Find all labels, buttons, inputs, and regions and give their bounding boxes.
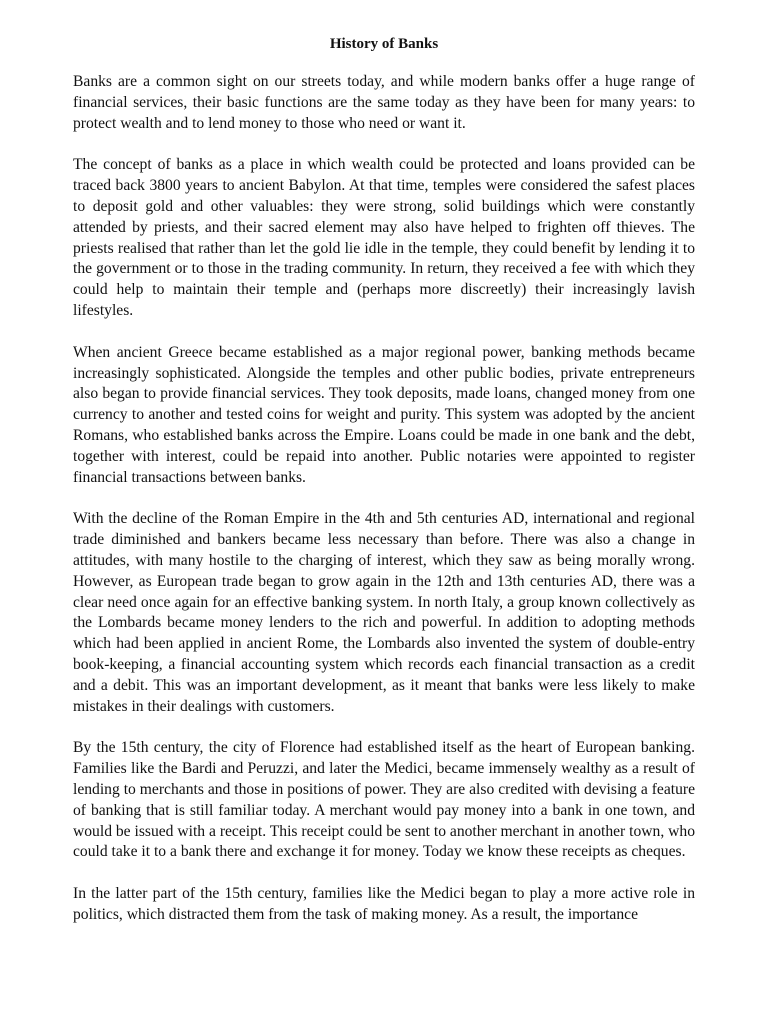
paragraph: When ancient Greece became established as a major regional power, banking methods became increasingly sophisticated. Alongside the temples and other public bodies, private entrepreneurs also began to provide financial services. They took deposits, made loans, changed money from one currency to another and tested coins for weight and purity. This system was adopted by the ancient Romans, who established banks across the Empire. Loans could be made in one bank and the debt, together with interest, could be repaid into another. Public notaries were appointed to register financial transactions between banks. [73,343,695,486]
paragraph: By the 15th century, the city of Florence had established itself as the heart of European banking. Families like the Bardi and Peruzzi, and later the Medici, became immensely wealthy as a result of lending to merchants and those in positions of power. They are also credited with devising a feature of banking that is still familiar today. A merchant would pay money into a bank in one town, and would be issued with a receipt. This receipt could be sent to another merchant in another town, who could take it to a bank there and exchange it for money. Today we know these receipts as cheques. [73,739,695,861]
paragraph: The concept of banks as a place in which wealth could be protected and loans provided can be traced back 3800 years to ancient Babylon. At that time, temples were considered the safest places to deposit gold and other valuables: they were strong, solid buildings which were constantly attended by priests, and their sacred element may also have helped to frighten off thieves. The priests realised that rather than let the gold lie idle in the temple, they could benefit by lending it to the government or to those in the trading community. In return, they received a fee with which they could help to maintain their temple and (perhaps more discreetly) their increasingly lavish lifestyles. [73,156,695,319]
paragraph: Banks are a common sight on our streets today, and while modern banks offer a huge range of financial services, their basic functions are the same today as they have been for many years: to protect wealth and to lend money to those who need or want it. [73,73,695,132]
document-body [73,72,695,947]
page-title: History of Banks [329,36,439,52]
paragraph: With the decline of the Roman Empire in the 4th and 5th centuries AD, international and regional trade diminished and bankers became less necessary than before. There was also a change in attitudes, with many hostile to the charging of interest, which they saw as being morally wrong. However, as European trade began to grow again in the 12th and 13th centuries AD, there was a clear need once again for an effective banking system. In north Italy, a group known collectively as the Lombards became money lenders to the rich and powerful. In addition to adopting methods which had been applied in ancient Rome, the Lombards also invented the system of double-entry book-keeping, a financial accounting system which records each financial transaction as a credit and a debit. This was an important development, as it meant that banks were less likely to make mistakes in their dealings with customers. [73,510,695,715]
paragraph: In the latter part of the 15th century, families like the Medici began to play a more active role in politics, which distracted them from the task of making money. As a result, the importance [73,885,695,923]
